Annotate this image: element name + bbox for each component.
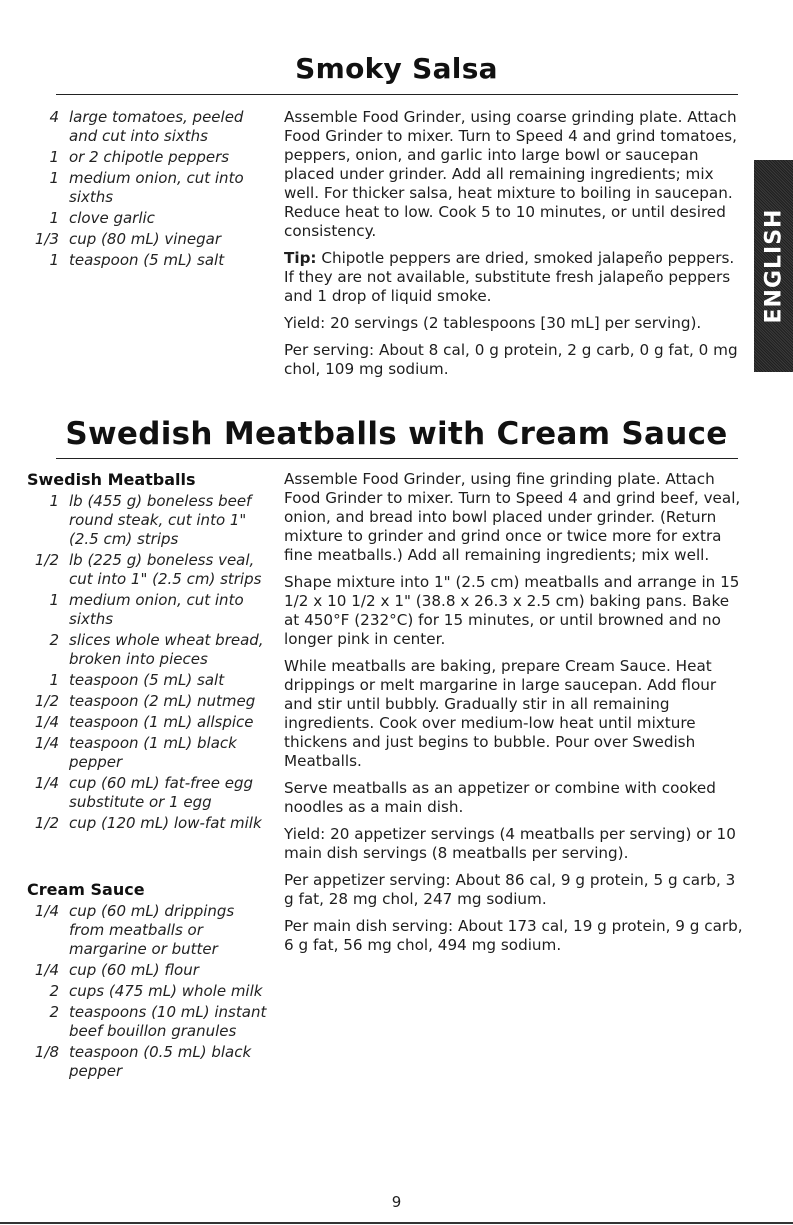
- meatball-paragraph: While meatballs are baking, prepare Cream Sauce. Heat drippings or melt margarine in large saucepan. Add flour and stir until bubbly. Gradually stir in all remaining ingredients. Cook over medium-low heat until mixture thickens and just begins to bubble. Pour over Swedish Meatballs.: [284, 657, 717, 770]
- ingredient-list-cream-sauce: [27, 902, 272, 1081]
- meatball-paragraph: Yield: 20 appetizer servings (4 meatballs per serving) or 10 main dish servings (8 meatballs per serving).: [284, 825, 736, 862]
- ingredient-list-meatballs: [27, 492, 272, 833]
- ingredient-item: [27, 209, 267, 228]
- salsa-tip: [284, 249, 744, 306]
- ingredient-quantity: 1/2: [34, 814, 59, 832]
- ingredient-quantity: 2: [49, 631, 59, 649]
- ingredient-description: cup (60 mL) flour: [69, 961, 199, 979]
- salsa-directions: Assemble Food Grinder, using coarse grinding plate. Attach Food Grinder to mixer. Turn to Speed 4 and grind tomatoes, peppers, onion, and garlic into large bowl or saucepan placed under grinder. Add all remaining ingredients; mix well. For thicker salsa, heat mixture to boiling in saucepan. Reduce heat to low. Cook 5 to 10 minutes, or until desired consistency.: [284, 108, 737, 240]
- ingredient-quantity: 1: [49, 591, 59, 609]
- ingredient-description: teaspoon (1 mL) black pepper: [69, 734, 237, 771]
- meatball-paragraph: Per main dish serving: About 173 cal, 19 g protein, 9 g carb, 6 g fat, 56 mg chol, 494 mg sodium.: [284, 917, 743, 954]
- ingredient-quantity: 2: [49, 982, 59, 1000]
- ingredient-item: [27, 961, 272, 980]
- salsa-nutrition: Per serving: About 8 cal, 0 g protein, 2 g carb, 0 g fat, 0 mg chol, 109 mg sodium.: [284, 341, 738, 378]
- language-tab: [754, 160, 793, 372]
- ingredient-description: cup (80 mL) vinegar: [69, 230, 221, 248]
- ingredient-item: [27, 902, 272, 959]
- ingredient-description: clove garlic: [69, 209, 155, 227]
- ingredient-description: teaspoon (2 mL) nutmeg: [69, 692, 256, 710]
- ingredient-quantity: 1/2: [34, 692, 59, 710]
- meatball-paragraph: Serve meatballs as an appetizer or combine with cooked noodles as a main dish.: [284, 779, 716, 816]
- title-divider: [56, 458, 738, 459]
- meatball-paragraph: Per appetizer serving: About 86 cal, 9 g protein, 5 g carb, 3 g fat, 28 mg chol, 247 mg sodium.: [284, 871, 736, 908]
- ingredient-item: [27, 169, 267, 207]
- tip-label: Tip:: [284, 249, 317, 267]
- recipe-title-swedish-meatballs: Swedish Meatballs with Cream Sauce: [65, 416, 728, 452]
- ingredient-quantity: 1/8: [34, 1043, 59, 1061]
- ingredient-quantity: 1/4: [34, 713, 59, 731]
- ingredient-quantity: 1/4: [34, 902, 59, 920]
- ingredient-description: teaspoon (5 mL) salt: [69, 671, 225, 689]
- ingredient-item: [27, 551, 272, 589]
- ingredient-item: [27, 230, 267, 249]
- ingredient-quantity: 1: [49, 492, 59, 510]
- ingredient-quantity: 1/4: [34, 734, 59, 752]
- section-heading-cream-sauce: Cream Sauce: [27, 880, 145, 899]
- ingredient-quantity: 1: [49, 251, 59, 269]
- ingredient-item: [27, 1003, 272, 1041]
- ingredient-description: slices whole wheat bread, broken into pieces: [69, 631, 264, 668]
- ingredient-list-salsa: [27, 108, 267, 270]
- page-bottom-rule: [0, 1222, 793, 1224]
- ingredient-item: [27, 1043, 272, 1081]
- ingredient-description: teaspoons (10 mL) instant beef bouillon granules: [69, 1003, 267, 1040]
- ingredient-quantity: 1: [49, 148, 59, 166]
- ingredient-item: [27, 251, 267, 270]
- meatball-paragraph: Shape mixture into 1" (2.5 cm) meatballs and arrange in 15 1/2 x 10 1/2 x 1" (38.8 x 26.3 x 2.5 cm) baking pans. Bake at 450°F (232°C) for 15 minutes, or until browned and no longer pink in center.: [284, 573, 740, 648]
- ingredient-quantity: 1/4: [34, 774, 59, 792]
- recipe-title-smoky-salsa: Smoky Salsa: [295, 52, 498, 85]
- page-number: 9: [391, 1193, 402, 1211]
- ingredient-description: lb (455 g) boneless beef round steak, cut into 1" (2.5 cm) strips: [69, 492, 252, 548]
- ingredient-description: teaspoon (5 mL) salt: [69, 251, 225, 269]
- tip-text: Chipotle peppers are dried, smoked jalapeño peppers. If they are not available, substitute fresh jalapeño peppers and 1 drop of liquid smoke.: [284, 249, 735, 305]
- meatball-directions-block: [284, 470, 744, 963]
- ingredient-item: [27, 814, 272, 833]
- ingredient-description: cups (475 mL) whole milk: [69, 982, 263, 1000]
- ingredient-quantity: 1: [49, 169, 59, 187]
- ingredient-item: [27, 631, 272, 669]
- ingredient-quantity: 1/3: [34, 230, 59, 248]
- ingredient-description: or 2 chipotle peppers: [69, 148, 230, 166]
- ingredient-description: medium onion, cut into sixths: [69, 591, 244, 628]
- ingredient-item: [27, 591, 272, 629]
- section-heading-swedish-meatballs: Swedish Meatballs: [27, 470, 196, 489]
- ingredient-item: [27, 671, 272, 690]
- salsa-directions-block: [284, 108, 744, 387]
- ingredient-item: [27, 774, 272, 812]
- ingredient-item: [27, 734, 272, 772]
- ingredient-description: cup (120 mL) low-fat milk: [69, 814, 262, 832]
- ingredient-description: large tomatoes, peeled and cut into sixths: [69, 108, 244, 145]
- ingredient-item: [27, 982, 272, 1001]
- ingredient-quantity: 1/4: [34, 961, 59, 979]
- ingredient-quantity: 1/2: [34, 551, 59, 569]
- ingredient-quantity: 1: [49, 209, 59, 227]
- ingredient-description: teaspoon (0.5 mL) black pepper: [69, 1043, 252, 1080]
- ingredient-description: lb (225 g) boneless veal, cut into 1" (2.5 cm) strips: [69, 551, 262, 588]
- ingredient-item: [27, 148, 267, 167]
- ingredient-description: cup (60 mL) fat-free egg substitute or 1 egg: [69, 774, 254, 811]
- ingredient-quantity: 1: [49, 671, 59, 689]
- ingredient-item: [27, 692, 272, 711]
- ingredient-item: [27, 492, 272, 549]
- meatball-paragraph: Assemble Food Grinder, using fine grinding plate. Attach Food Grinder to mixer. Turn to Speed 4 and grind beef, veal, onion, and bread into bowl placed under grinder. (Return mixture to grinder and grind once or twice more for extra fine meatballs.) Add all remaining ingredients; mix well.: [284, 470, 741, 564]
- ingredient-item: [27, 713, 272, 732]
- ingredient-description: cup (60 mL) drippings from meatballs or margarine or butter: [69, 902, 235, 958]
- ingredient-item: [27, 108, 267, 146]
- language-tab-label: ENGLISH: [761, 208, 786, 324]
- ingredient-quantity: 4: [49, 108, 59, 126]
- ingredient-quantity: 2: [49, 1003, 59, 1021]
- title-divider: [56, 94, 738, 95]
- ingredient-description: medium onion, cut into sixths: [69, 169, 244, 206]
- salsa-yield: Yield: 20 servings (2 tablespoons [30 mL] per serving).: [284, 314, 702, 332]
- ingredient-description: teaspoon (1 mL) allspice: [69, 713, 254, 731]
